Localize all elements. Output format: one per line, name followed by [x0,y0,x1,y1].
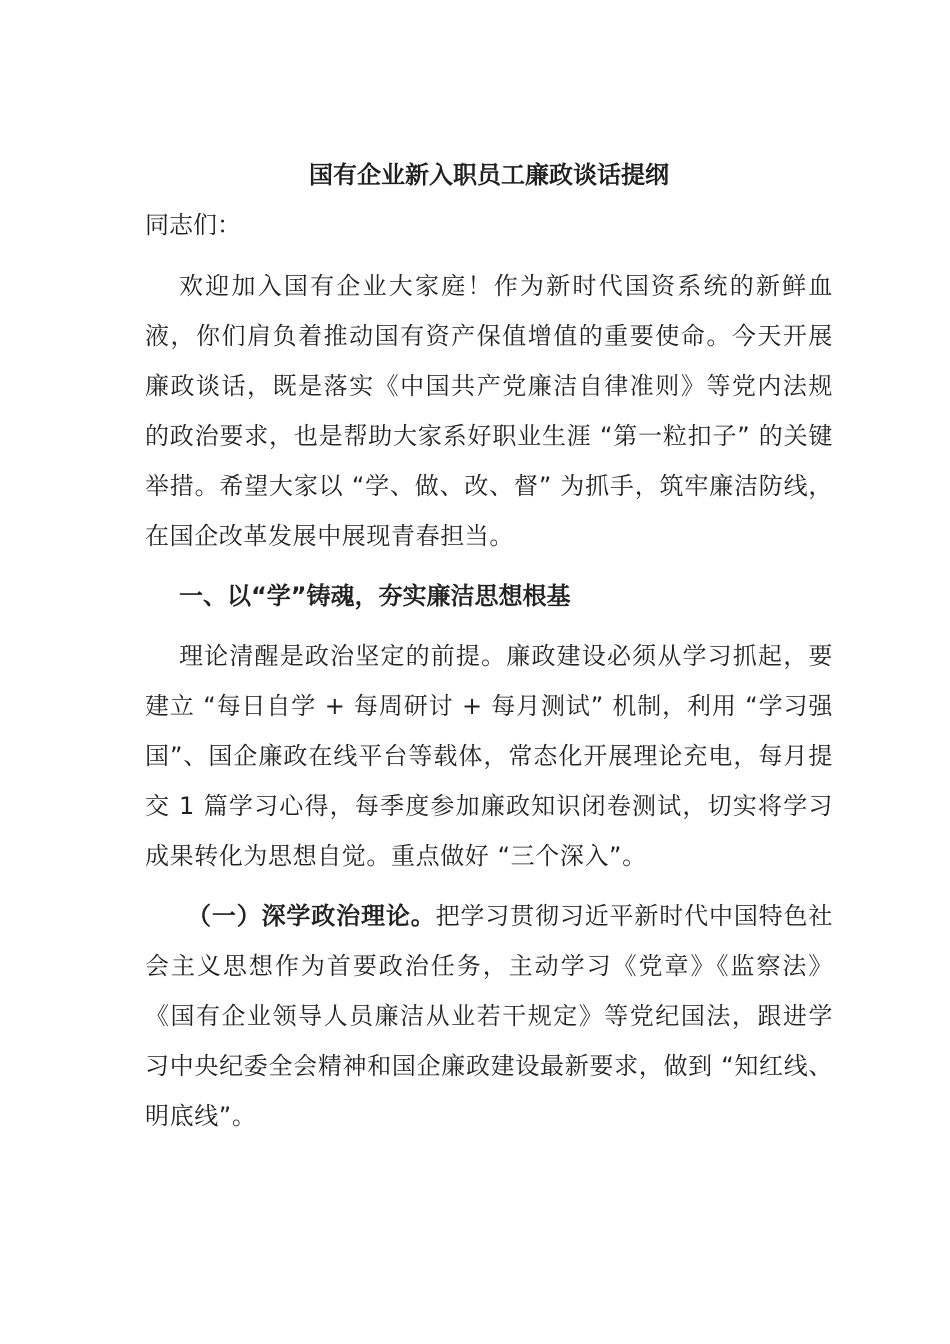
subsection-title: （一）深学政治理论。 [187,902,436,930]
document-body [145,150,833,1141]
document-title: 国有企业新入职员工廉政谈话提纲 [309,161,669,189]
section-heading: 一、以“学”铸魂，夯实廉洁思想根基 [179,582,571,610]
section-paragraph: 理论清醒是政治坚定的前提。廉政建设必须从学习抓起，要建立 “每日自学 + 每周研讨 + 每月测试” 机制，利用 “学习强国”、国企廉政在线平台等载体，常态化开展理论充电，每月提交 1 篇学习心得，每季度参加廉政知识闭卷测试，切实将学习成果转化为思想自觉。重点做好 “三个深入”。 [145,642,833,870]
salutation: 同志们： [145,211,241,239]
subsection-body: 把学习贯彻习近平新时代中国特色社会主义思想作为首要政治任务，主动学习《党章》《监察法》《国有企业领导人员廉洁从业若干规定》等党纪国法，跟进学习中央纪委全会精神和国企廉政建设最新要求，做到 “知红线、明底线”。 [145,902,833,1130]
subsection-paragraph [145,891,833,1141]
intro-paragraph: 欢迎加入国有企业大家庭！作为新时代国资系统的新鲜血液，你们肩负着推动国有资产保值增值的重要使命。今天开展廉政谈话，既是落实《中国共产党廉洁自律准则》等党内法规的政治要求，也是帮助大家系好职业生涯 “第一粒扣子” 的关键举措。希望大家以 “学、做、改、督” 为抓手，筑牢廉洁防线，在国企改革发展中展现青春担当。 [145,272,833,550]
